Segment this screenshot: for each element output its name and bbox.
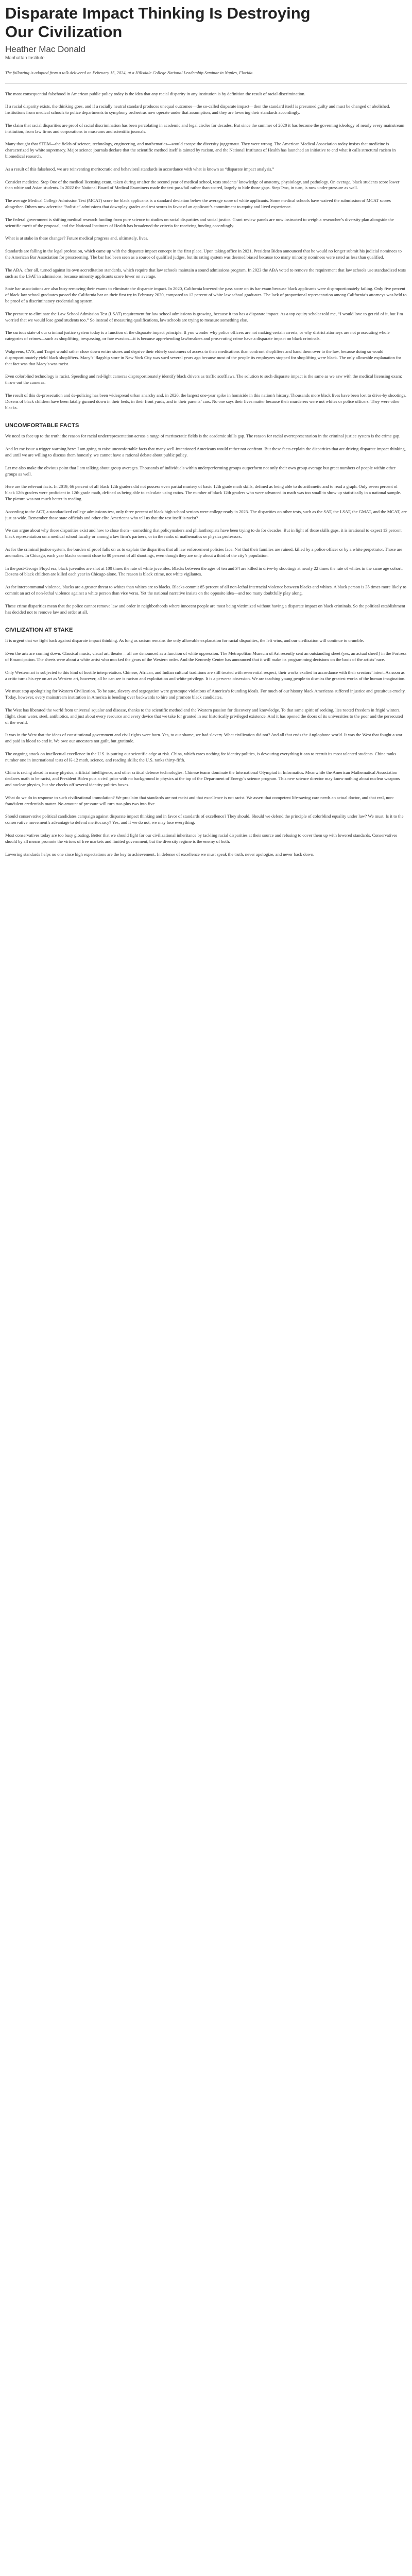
title-line-2: Our Civilization xyxy=(5,23,123,41)
article-section xyxy=(5,248,407,411)
body-paragraph: Should conservative political candidates campaign against disparate impact thinking and in favor of standards of excellence? They should. Should we defend the principle of colorblind equality under law? We must. Is it to the conservative movement’s advantage to defend meritocracy? Yes, and if we do not, we may lose everything. xyxy=(5,814,404,825)
author-affiliation: Manhattan Institute xyxy=(5,55,45,60)
body-paragraph: State bar associations are also busy removing their exams to eliminate the disparate impact. In 2020, California lowered the pass score on its bar exam because black applicants were disproportionately failing. Only five percent of black law school graduates passed the California bar on their first try in February 2020, compared to 12 percent of white law school graduates. The lack of proportional representation among California’s attorneys was held to be proof of a discriminatory credentialing system. xyxy=(5,286,407,304)
section-heading: CIVILIZATION AT STAKE xyxy=(5,627,73,634)
body-paragraph: It was in the West that the ideas of constitutional government and civil rights were born. Yes, to our shame, we had slavery. What civilization did not? And all that ends the Anglophone world. It was the West that fought a war and paid in blood to end it. We owe our ancestors not guilt, but gratitude. xyxy=(5,732,403,744)
body-paragraph: Standards are falling in the legal profession, which came up with the disparate impact concept in the first place. Upon taking office in 2021, President Biden announced that he would no longer submit his judicial nominees to the American Bar Association for prescreening. The bar had been seen as a source of qualified judges, but its rating system was deemed biased because too many minority nominees were rated as less than qualified. xyxy=(5,248,402,260)
body-paragraph: Walgreens, CVS, and Target would rather close down entire stores and deprive their elderly customers of access to their medications than confront shoplifters and hand them over to the law, because doing so would disproportionately yield black shoplifters. Macy’s’ flagship store in New York City was sued several years ago because most of the people its employees stopped for shoplifting were black. The only allowable explanation for that fact was that Macy’s was racist. xyxy=(5,349,401,366)
body-paragraph: Even the arts are coming down. Classical music, visual art, theater—all are denounced as a function of white oppression. The Metropolitan Museum of Art recently sent an outstanding sheet (yes, an actual sheet!) in the Fortress of Emancipation. The sheets were about a white artist who mocked the gears of the Western order. And the Kennedy Center has announced that it will make its programming decisions on the basis of the artists’ race. xyxy=(5,651,407,662)
body-paragraph: The average Medical College Admission Test (MCAT) score for black applicants is a standard deviation below the average score of white applicants. Some medical schools have waived the submission of MCAT scores altogether. Others now advertise “holistic” admissions that downplay grades and test scores in favor of an applicant’s commitment to equity and lived experience. xyxy=(5,198,391,210)
body-paragraph: And let me issue a trigger warning here: I am going to raise uncomfortable facts that many well-intentioned Americans would rather not confront. But these facts explain the disparities that are driving disparate impact thinking, and until we are willing to discuss them honestly, we cannot have a rational debate about public policy. xyxy=(5,446,406,457)
body-paragraph: As for intercommunal violence, blacks are a greater threat to whites than whites are to blacks. Blacks commit 85 percent of all non-lethal interracial violence between blacks and whites. A black person is 35 times more likely to commit an act of non-lethal violence against a white person than vice versa. Yet the national narrative insists on the opposite idea—and too many doubtfully play along. xyxy=(5,584,406,596)
section-heading: UNCOMFORTABLE FACTS xyxy=(5,422,79,429)
body-paragraph: Most conservatives today are too busy gloating. Better that we should fight for our civilizational inheritance by tackling racial disparities at their source and refusing to cover them up with lowered standards. Conservatives should by all means promote the virtues of free markets and limited government, but the diversity regime is the enemy of both. xyxy=(5,833,398,844)
body-paragraph: The curious state of our criminal justice system today is a function of the disparate impact principle. If you wonder why police officers are not making certain arrests, or why district attorneys are not prosecuting whole categories of crimes—such as shoplifting, trespassing, or fare evasion—it is because apprehending lawbreakers and prosecuting crime have a disparate impact on black criminals. xyxy=(5,330,390,342)
body-paragraph: The West has liberated the world from universal squalor and disease, thanks to the scientific method and the Western passion for discovery and knowledge. To that same spirit of seeking, lies rooted freedom in frigid winters, flight, clean water, steel, antibiotics, and just about every resource and every device that we take for granted in our historically privileged existence. And it has opened the doors of its universities to the poor and the persecuted of the world. xyxy=(5,707,403,725)
body-paragraph: As a result of this falsehood, we are reinventing meritocratic and behavioral standards in accordance with what is known as “disparate impact analysis.” xyxy=(5,166,274,172)
author-name: Heather Mac Donald xyxy=(5,44,85,54)
divider xyxy=(5,83,407,84)
article-title xyxy=(5,4,407,41)
article-body xyxy=(5,91,407,858)
body-paragraph: We need to face up to the truth: the reason for racial underrepresentation across a range of meritocratic fields is the academic skills gap. The reason for racial overrepresentation in the criminal justice system is the crime gap. xyxy=(5,433,401,439)
body-paragraph: According to the ACT, a standardized college admissions test, only three percent of black high school seniors were college ready in 2023. The disparities on other tests, such as the SAT, the LSAT, the GMAT, and the MCAT, are just as wide. Remember those state officials and other elite Americans who tell us that the test itself is racist? xyxy=(5,509,407,520)
body-paragraph: The federal government is shifting medical research funding from pure science to studies on racial disparities and social justice. Grant review panels are now instructed to weigh a researcher’s diversity plan alongside the scientific merit of the proposal, and the National Institutes of Health has broadened the criteria for receiving funding accordingly. xyxy=(5,216,394,228)
body-paragraph: The claim that racial disparities are proof of racial discrimination has been percolating in academic and legal circles for decades. But since the summer of 2020 it has become the governing ideology of nearly every mainstream institution, from law firms and corporations to museums and scientific journals. xyxy=(5,122,405,134)
body-paragraph: The ABA, after all, turned against its own accreditation standards, which require that law schools maintain a sound admissions program. In 2023 the ABA voted to remove the requirement that law schools use standardized tests such as the LSAT in admissions, because minority applicants score lower on average. xyxy=(5,267,406,279)
body-paragraph: The pressure to eliminate the Law School Admission Test (LSAT) requirement for law school admissions is growing, because it too has a disparate impact. As a top equity scholar told me, “I would love to get rid of it, but I’m worried that we would lose good students too.” So instead of measuring qualifications, law schools are trying to measure something else. xyxy=(5,311,403,323)
article-section xyxy=(5,179,407,242)
body-paragraph: Consider medicine. Step One of the medical licensing exam, taken during or after the second year of medical school, tests students’ knowledge of anatomy, physiology, and pathology. On average, black students score lower than white and Asian students. In 2022 the National Board of Medical Examiners made the test pass/fail rather than scored, largely to hide those gaps. Step Two, in turn, is now under pressure as well. xyxy=(5,179,400,191)
article-section xyxy=(5,422,407,615)
body-paragraph: Only Western art is subjected to this kind of hostile interpretation. Chinese, African, and Indian cultural traditions are still treated with reverential respect, their works exalted in accordance with their creators’ intent. As soon as a critic turns his eye on art as Western art, however, all he can see is racism and exploitation and white privilege. It is a perverse obsession. We are teaching young people to dismiss the greatest works of the human imagination. xyxy=(5,669,406,681)
body-paragraph: Many thought that STEM—the fields of science, technology, engineering, and mathematics—would escape the diversity juggernaut. They were wrong. The American Medical Association today insists that medicine is characterized by white supremacy. Major science journals declare that the scientific method itself is tainted by racism, and the National Institutes of Health has launched an initiative to end what it calls structural racism in biomedical research. xyxy=(5,141,396,159)
intro-note: The following is adapted from a talk delivered on February 15, 2024, at a Hillsdale College National Leadership Seminar in Naples, Florida. xyxy=(5,70,254,75)
article xyxy=(5,4,407,864)
body-paragraph: What is at stake in these changes? Future medical progress and, ultimately, lives. xyxy=(5,235,148,241)
body-paragraph: China is racing ahead in many physics, artificial intelligence, and other critical defense technologies. Chinese teams dominate the International Olympiad in Informatics. Meanwhile the American Mathematical Association declares math to be racist, and President Biden puts a civil prior with no background in physics at the top of the Department of Energy’s science program. This new science director may know nothing about nuclear weapons and nuclear physics, but she checks off several identity politics boxes. xyxy=(5,770,400,788)
body-paragraph: What do we do in response to such civilizational immolation? We proclaim that standards are not racist and that excellence is not racist. We assert that competent life-saving care needs an actual doctor, and that real, non-fraudulent credentials matter. No amount of pressure will turn two plus two into five. xyxy=(5,794,394,806)
body-paragraph: The ongoing attack on intellectual excellence in the U.S. is putting our scientific edge at risk. China, which cares nothing for identity politics, is devouring everything it can to recruit its most talented students. China ranks number one in international tests of K-12 math, science, and reading skills; the U.S. ranks thirty-fifth. xyxy=(5,751,397,762)
body-paragraph: Here are the relevant facts. In 2019, 66 percent of all black 12th graders did not possess even partial mastery of basic 12th grade math skills, defined as being able to do arithmetic and to read a graph. Only seven percent of black 12th graders were proficient in 12th grade math, defined as being able to calculate using ratios. The number of black 12th graders who were advanced in math was too small to show up statistically in a national sample. The picture was not much better in reading. xyxy=(5,484,401,501)
title-line-1: Disparate Impact Thinking Is Destroying xyxy=(5,4,311,22)
body-paragraph: If a racial disparity exists, the thinking goes, and if a racially neutral standard produces unequal outcomes—the so-called disparate impact—then the standard itself is presumed guilty and must be changed or abolished. Institutions from medical schools to police departments to symphony orchestras now operate under that assumption, and they are lowering their standards accordingly. xyxy=(5,104,390,115)
body-paragraph: The most consequential falsehood in American public policy today is the idea that any racial disparity in any institution is by definition the result of racial discrimination. xyxy=(5,91,306,96)
article-section xyxy=(5,91,407,173)
body-paragraph: These crime disparities mean that the police cannot remove law and order in neighborhoods where innocent people are most being victimized without having a disparate impact on black criminals. So the political establishment has decided not to remove law and order at all. xyxy=(5,603,405,615)
body-paragraph: We can argue about why those disparities exist and how to close them—something that policymakers and philanthropists have been trying to do for decades. But in light of those skills gaps, it is irrational to expect 13 percent black representation on a medical school faculty or among a law firm’s partners, or in the ranks of mathematics or physics professors. xyxy=(5,528,402,539)
body-paragraph: As for the criminal justice system, the burden of proof falls on us to explain the disparities that all law enforcement policies face. Not that their families are ruined, killed by a police officer or by a white perpetrator. Those are anomalies. In Chicago, each year blacks commit close to 80 percent of all shootings, even though they are only about a third of the city’s population. xyxy=(5,546,402,558)
body-paragraph: Let me also make the obvious point that I am talking about group averages. Thousands of individuals within underperforming groups outperform not only their own group average but great numbers of people within other groups as well. xyxy=(5,465,396,477)
body-paragraph: The result of this de-prosecution and de-policing has been widespread urban anarchy and, in 2020, the largest one-year spike in homicide in this nation’s history. Thousands more black lives have been lost to drive-by shootings. Dozens of black children have been fatally gunned down in their beds, in their front yards, and in their parents’ cars. No one says their lives matter because their murderers were not whites or police officers. They were other blacks. xyxy=(5,393,407,410)
body-paragraph: It is urgent that we fight back against disparate impact thinking. As long as racism remains the only allowable explanation for racial disparities, the left wins, and our civilization will continue to crumble. xyxy=(5,638,364,643)
body-paragraph: Lowering standards helps no one since high expectations are the key to achievement. In defense of excellence we must speak the truth, never apologize, and never back down. xyxy=(5,851,315,857)
body-paragraph: Even colorblind technology is racist. Speeding and red-light cameras disproportionately identify black drivers as traffic scofflaws. The solution to such disparate impact is the same as we saw with the medical licensing exam: throw out the cameras. xyxy=(5,374,402,385)
body-paragraph: In the post-George Floyd era, black juveniles are shot at 100 times the rate of white juveniles. Blacks between the ages of ten and 34 are killed in drive-by shootings at nearly 22 times the rate of whites in the same age cohort. Dozens of black children are killed each year in Chicago alone. The reason is black crime, not white vigilantes. xyxy=(5,565,403,577)
article-section xyxy=(5,626,407,857)
body-paragraph: We must stop apologizing for Western Civilization. To be sure, slavery and segregation were grotesque violations of America’s founding ideals. For much of our history black Americans suffered injustice and gratuitous cruelty. Today, however, every mainstream institution in America is bending over backwards to hire and promote black candidates. xyxy=(5,688,406,700)
